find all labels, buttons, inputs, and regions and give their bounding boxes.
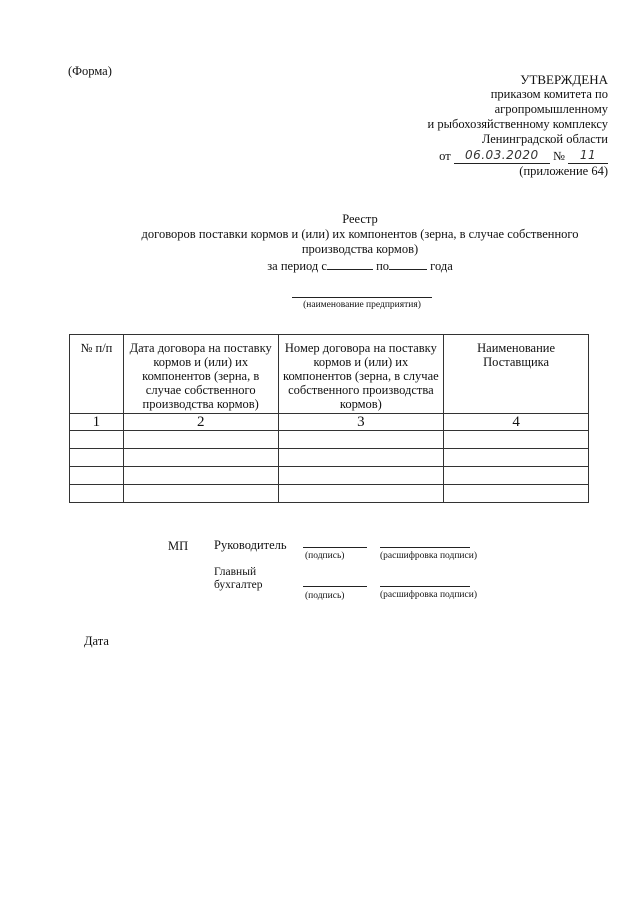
- title-line-1: Реестр: [342, 212, 378, 226]
- period-line: [110, 257, 610, 274]
- period-from-blank: [327, 257, 373, 270]
- table-cell[interactable]: [123, 431, 278, 449]
- approval-line-3: агропромышленному: [494, 102, 608, 116]
- title-line-3: производства кормов): [301, 242, 419, 256]
- table-cell[interactable]: [70, 485, 124, 503]
- table-cell[interactable]: [278, 449, 444, 467]
- period-prefix: за период с: [267, 259, 327, 273]
- column-number-4: 4: [444, 414, 589, 431]
- table-column-number-row: [70, 414, 589, 431]
- table-row: [70, 485, 589, 503]
- enterprise-caption: (наименование предприятия): [303, 300, 421, 310]
- date-label: Дата: [84, 634, 109, 648]
- table-row: [70, 449, 589, 467]
- approval-date: 06.03.2020: [454, 148, 550, 164]
- document-title: [110, 212, 610, 274]
- chief-label-2: бухгалтер: [214, 579, 263, 591]
- table-cell[interactable]: [278, 431, 444, 449]
- approval-block: [308, 72, 608, 179]
- table-cell[interactable]: [444, 467, 589, 485]
- approval-number: 11: [568, 148, 608, 164]
- approval-title: УТВЕРЖДЕНА: [520, 72, 608, 87]
- chief-decoding-line: [380, 586, 470, 587]
- enterprise-line: [292, 297, 432, 298]
- table-cell[interactable]: [444, 449, 589, 467]
- chief-signature-caption: (подпись): [305, 591, 345, 601]
- column-number-3: 3: [278, 414, 444, 431]
- approval-line-4: и рыбохозяйственному комплексу: [427, 117, 608, 131]
- table-cell[interactable]: [70, 467, 124, 485]
- form-label: (Форма): [68, 64, 112, 78]
- head-decoding-line: [380, 547, 470, 548]
- date-prefix: от: [439, 149, 451, 163]
- table-row: [70, 431, 589, 449]
- table-header-row: [70, 335, 589, 414]
- table-row: [70, 467, 589, 485]
- stamp-label: МП: [168, 539, 189, 553]
- head-label: Руководитель: [214, 538, 287, 552]
- period-mid: по: [376, 259, 390, 273]
- table-cell[interactable]: [444, 485, 589, 503]
- column-number-2: 2: [123, 414, 278, 431]
- header-number: № п/п: [70, 335, 124, 414]
- table-cell[interactable]: [70, 431, 124, 449]
- registry-table: [69, 334, 589, 503]
- table-cell[interactable]: [70, 449, 124, 467]
- period-to-blank: [389, 257, 427, 270]
- approval-line-2: приказом комитета по: [490, 87, 608, 101]
- table-cell[interactable]: [123, 467, 278, 485]
- table-cell[interactable]: [444, 431, 589, 449]
- number-prefix: №: [552, 149, 565, 163]
- period-suffix: года: [430, 259, 453, 273]
- head-signature-line: [303, 547, 367, 548]
- table-cell[interactable]: [123, 449, 278, 467]
- chief-decoding-caption: (расшифровка подписи): [380, 590, 477, 600]
- head-signature-caption: (подпись): [305, 551, 345, 561]
- approval-date-line: [308, 148, 608, 164]
- title-line-2: договоров поставки кормов и (или) их компонентов (зерна, в случае собственного: [141, 227, 579, 241]
- approval-line-5: Ленинградской области: [481, 132, 608, 146]
- table-cell[interactable]: [278, 467, 444, 485]
- table-cell[interactable]: [123, 485, 278, 503]
- column-number-1: 1: [70, 414, 124, 431]
- chief-signature-line: [303, 586, 367, 587]
- header-contract-number: Номер договора на поставку кормов и (или) их компонентов (зерна, в случае собственного производства кормов): [278, 335, 444, 414]
- table-cell[interactable]: [278, 485, 444, 503]
- header-supplier: Наименование Поставщика: [444, 335, 589, 414]
- chief-label-1: Главный: [214, 566, 257, 578]
- head-decoding-caption: (расшифровка подписи): [380, 551, 477, 561]
- approval-appendix: (приложение 64): [519, 164, 608, 178]
- header-contract-date: Дата договора на поставку кормов и (или) их компонентов (зерна, в случае собственного производства кормов): [123, 335, 278, 414]
